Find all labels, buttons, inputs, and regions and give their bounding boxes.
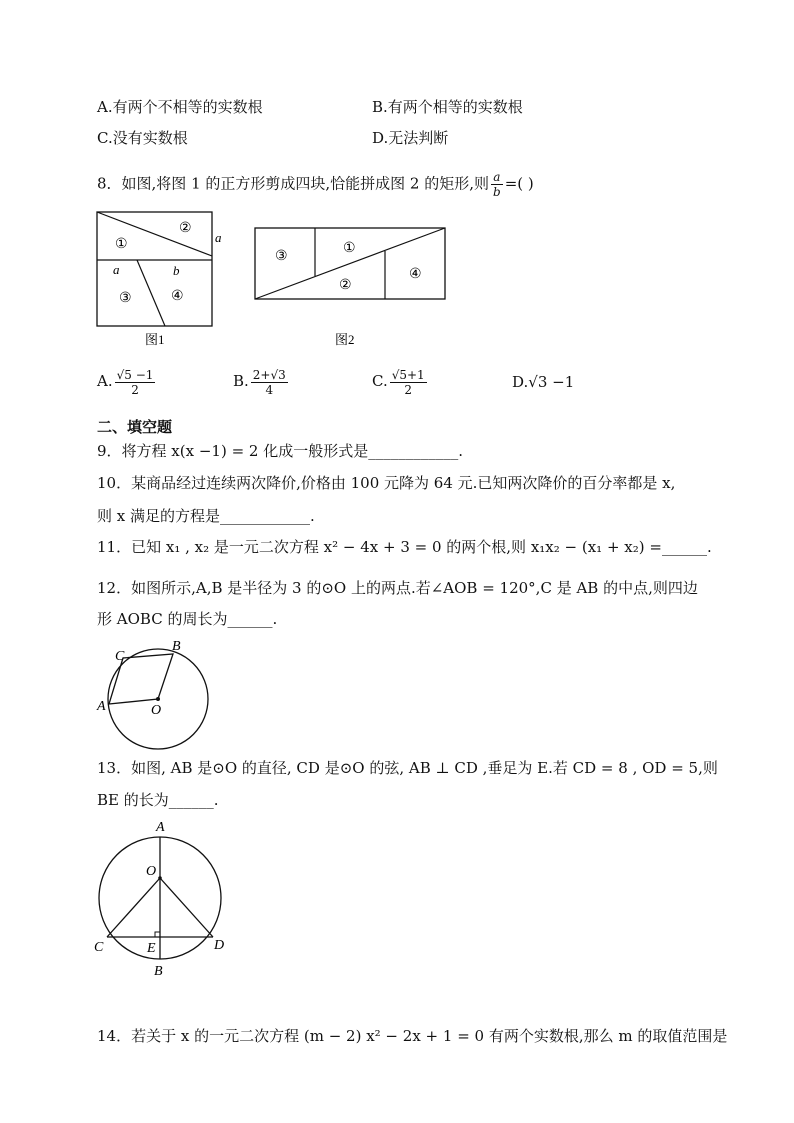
q8-option-c-den: 2 bbox=[404, 382, 413, 397]
q8-option-d-text: √3 −1 bbox=[528, 373, 575, 391]
fig1-label-3: ③ bbox=[119, 291, 132, 306]
q11-question bbox=[97, 537, 712, 557]
q8-option-b-num: 2+√3 bbox=[252, 367, 286, 382]
q11-text: 11．已知 x₁ , x₂ 是一元二次方程 x² − 4x + 3 = 0 的两个根,则 x₁x₂ − (x₁ + x₂) = bbox=[97, 538, 662, 556]
fig1-label-a-inner: a bbox=[113, 262, 120, 277]
q12-label-a: A bbox=[97, 699, 106, 714]
q13-figure bbox=[92, 818, 242, 978]
q12-end: . bbox=[272, 610, 278, 628]
q13-label-c: C bbox=[94, 940, 104, 955]
q12-blank: ______ bbox=[227, 610, 273, 628]
q8-option-b-den: 4 bbox=[265, 382, 274, 397]
q8-option-a-prefix: A. bbox=[97, 372, 113, 390]
q12-label-c: C bbox=[115, 649, 125, 664]
q12-line2 bbox=[97, 609, 277, 629]
fig2-label-4: ④ bbox=[409, 267, 422, 282]
q8-fraction bbox=[491, 170, 503, 199]
q13-text: BE 的长为 bbox=[97, 791, 169, 809]
q8-option-c-num: √5+1 bbox=[391, 367, 425, 382]
q9-blank: ____________ bbox=[368, 442, 459, 460]
fig1-label-4: ④ bbox=[171, 289, 184, 304]
q10-end: . bbox=[310, 507, 315, 525]
q11-end: . bbox=[706, 538, 712, 556]
q10-text: 则 x 满足的方程是 bbox=[97, 507, 220, 525]
fig1-label-1: ① bbox=[115, 237, 128, 252]
fig1-caption: 图1 bbox=[145, 332, 165, 347]
q13-line2 bbox=[97, 790, 219, 810]
q13-label-b: B bbox=[154, 964, 163, 979]
fig2-label-1: ① bbox=[343, 241, 356, 256]
q8-figure1 bbox=[95, 210, 235, 350]
fig1-label-a-right: a bbox=[215, 230, 222, 245]
q9-end: . bbox=[458, 442, 464, 460]
q7-option-b: B.有两个相等的实数根 bbox=[372, 98, 523, 116]
q8-option-a-den: 2 bbox=[131, 382, 139, 397]
q8-text-before: 8．如图,将图 1 的正方形剪成四块,恰能拼成图 2 的矩形,则 bbox=[97, 174, 490, 193]
fig2-label-2: ② bbox=[339, 278, 352, 293]
q12-line1: 12．如图所示,A,B 是半径为 3 的⊙O 上的两点.若∠AOB = 120°,C 是 AB 的中点,则四边 bbox=[97, 579, 698, 597]
q13-label-o: O bbox=[146, 864, 157, 879]
q8-question bbox=[97, 170, 534, 199]
q8-option-a bbox=[97, 366, 157, 397]
fig1-label-2: ② bbox=[179, 221, 192, 236]
q10-line2 bbox=[97, 506, 315, 526]
q12-figure bbox=[95, 638, 225, 748]
fig2-caption: 图2 bbox=[335, 332, 355, 347]
q13-line1: 13．如图, AB 是⊙O 的直径, CD 是⊙O 的弦, AB ⊥ CD ,垂足为 E.若 CD = 8 , OD = 5,则 bbox=[97, 759, 718, 777]
q13-blank: ______ bbox=[168, 791, 214, 809]
q12-label-o: O bbox=[151, 703, 162, 718]
q10-line1: 10．某商品经过连续两次降价,价格由 100 元降为 64 元.已知两次降价的百分率都是 x, bbox=[97, 474, 676, 492]
q13-label-d: D bbox=[214, 938, 225, 953]
q7-option-a: A.有两个不相等的实数根 bbox=[97, 98, 263, 116]
q11-blank: ______ bbox=[661, 538, 707, 556]
q8-option-c bbox=[372, 366, 429, 397]
fig1-label-b: b bbox=[173, 263, 180, 278]
q13-end: . bbox=[213, 791, 219, 809]
q9-text: 9．将方程 x(x −1) = 2 化成一般形式是 bbox=[97, 442, 369, 460]
q8-option-d-prefix: D. bbox=[512, 373, 529, 391]
q8-frac-num: a bbox=[491, 170, 503, 185]
q14-question: 14．若关于 x 的一元二次方程 (m − 2) x² − 2x + 1 = 0 有两个实数根,那么 m 的取值范围是 bbox=[97, 1027, 728, 1045]
q10-blank: ____________ bbox=[220, 507, 310, 525]
q9-question bbox=[97, 441, 463, 461]
q8-text-after: =( ) bbox=[504, 174, 534, 193]
fig2-label-3: ③ bbox=[275, 249, 288, 264]
q8-frac-den: b bbox=[493, 185, 501, 199]
q7-option-d: D.无法判断 bbox=[372, 129, 449, 147]
q7-option-c: C.没有实数根 bbox=[97, 129, 188, 147]
q8-option-b bbox=[233, 366, 290, 397]
q8-option-a-num: √5 −1 bbox=[116, 367, 154, 382]
q13-label-a: A bbox=[156, 820, 165, 835]
section-heading: 二、填空题 bbox=[97, 418, 173, 436]
q12-label-b: B bbox=[172, 639, 181, 654]
q8-option-b-prefix: B. bbox=[233, 372, 249, 390]
q8-option-d bbox=[512, 372, 574, 392]
q13-label-e: E bbox=[147, 941, 156, 956]
q8-option-c-prefix: C. bbox=[372, 372, 388, 390]
q12-text: 形 AOBC 的周长为 bbox=[97, 610, 228, 628]
q8-figure2 bbox=[253, 226, 453, 366]
